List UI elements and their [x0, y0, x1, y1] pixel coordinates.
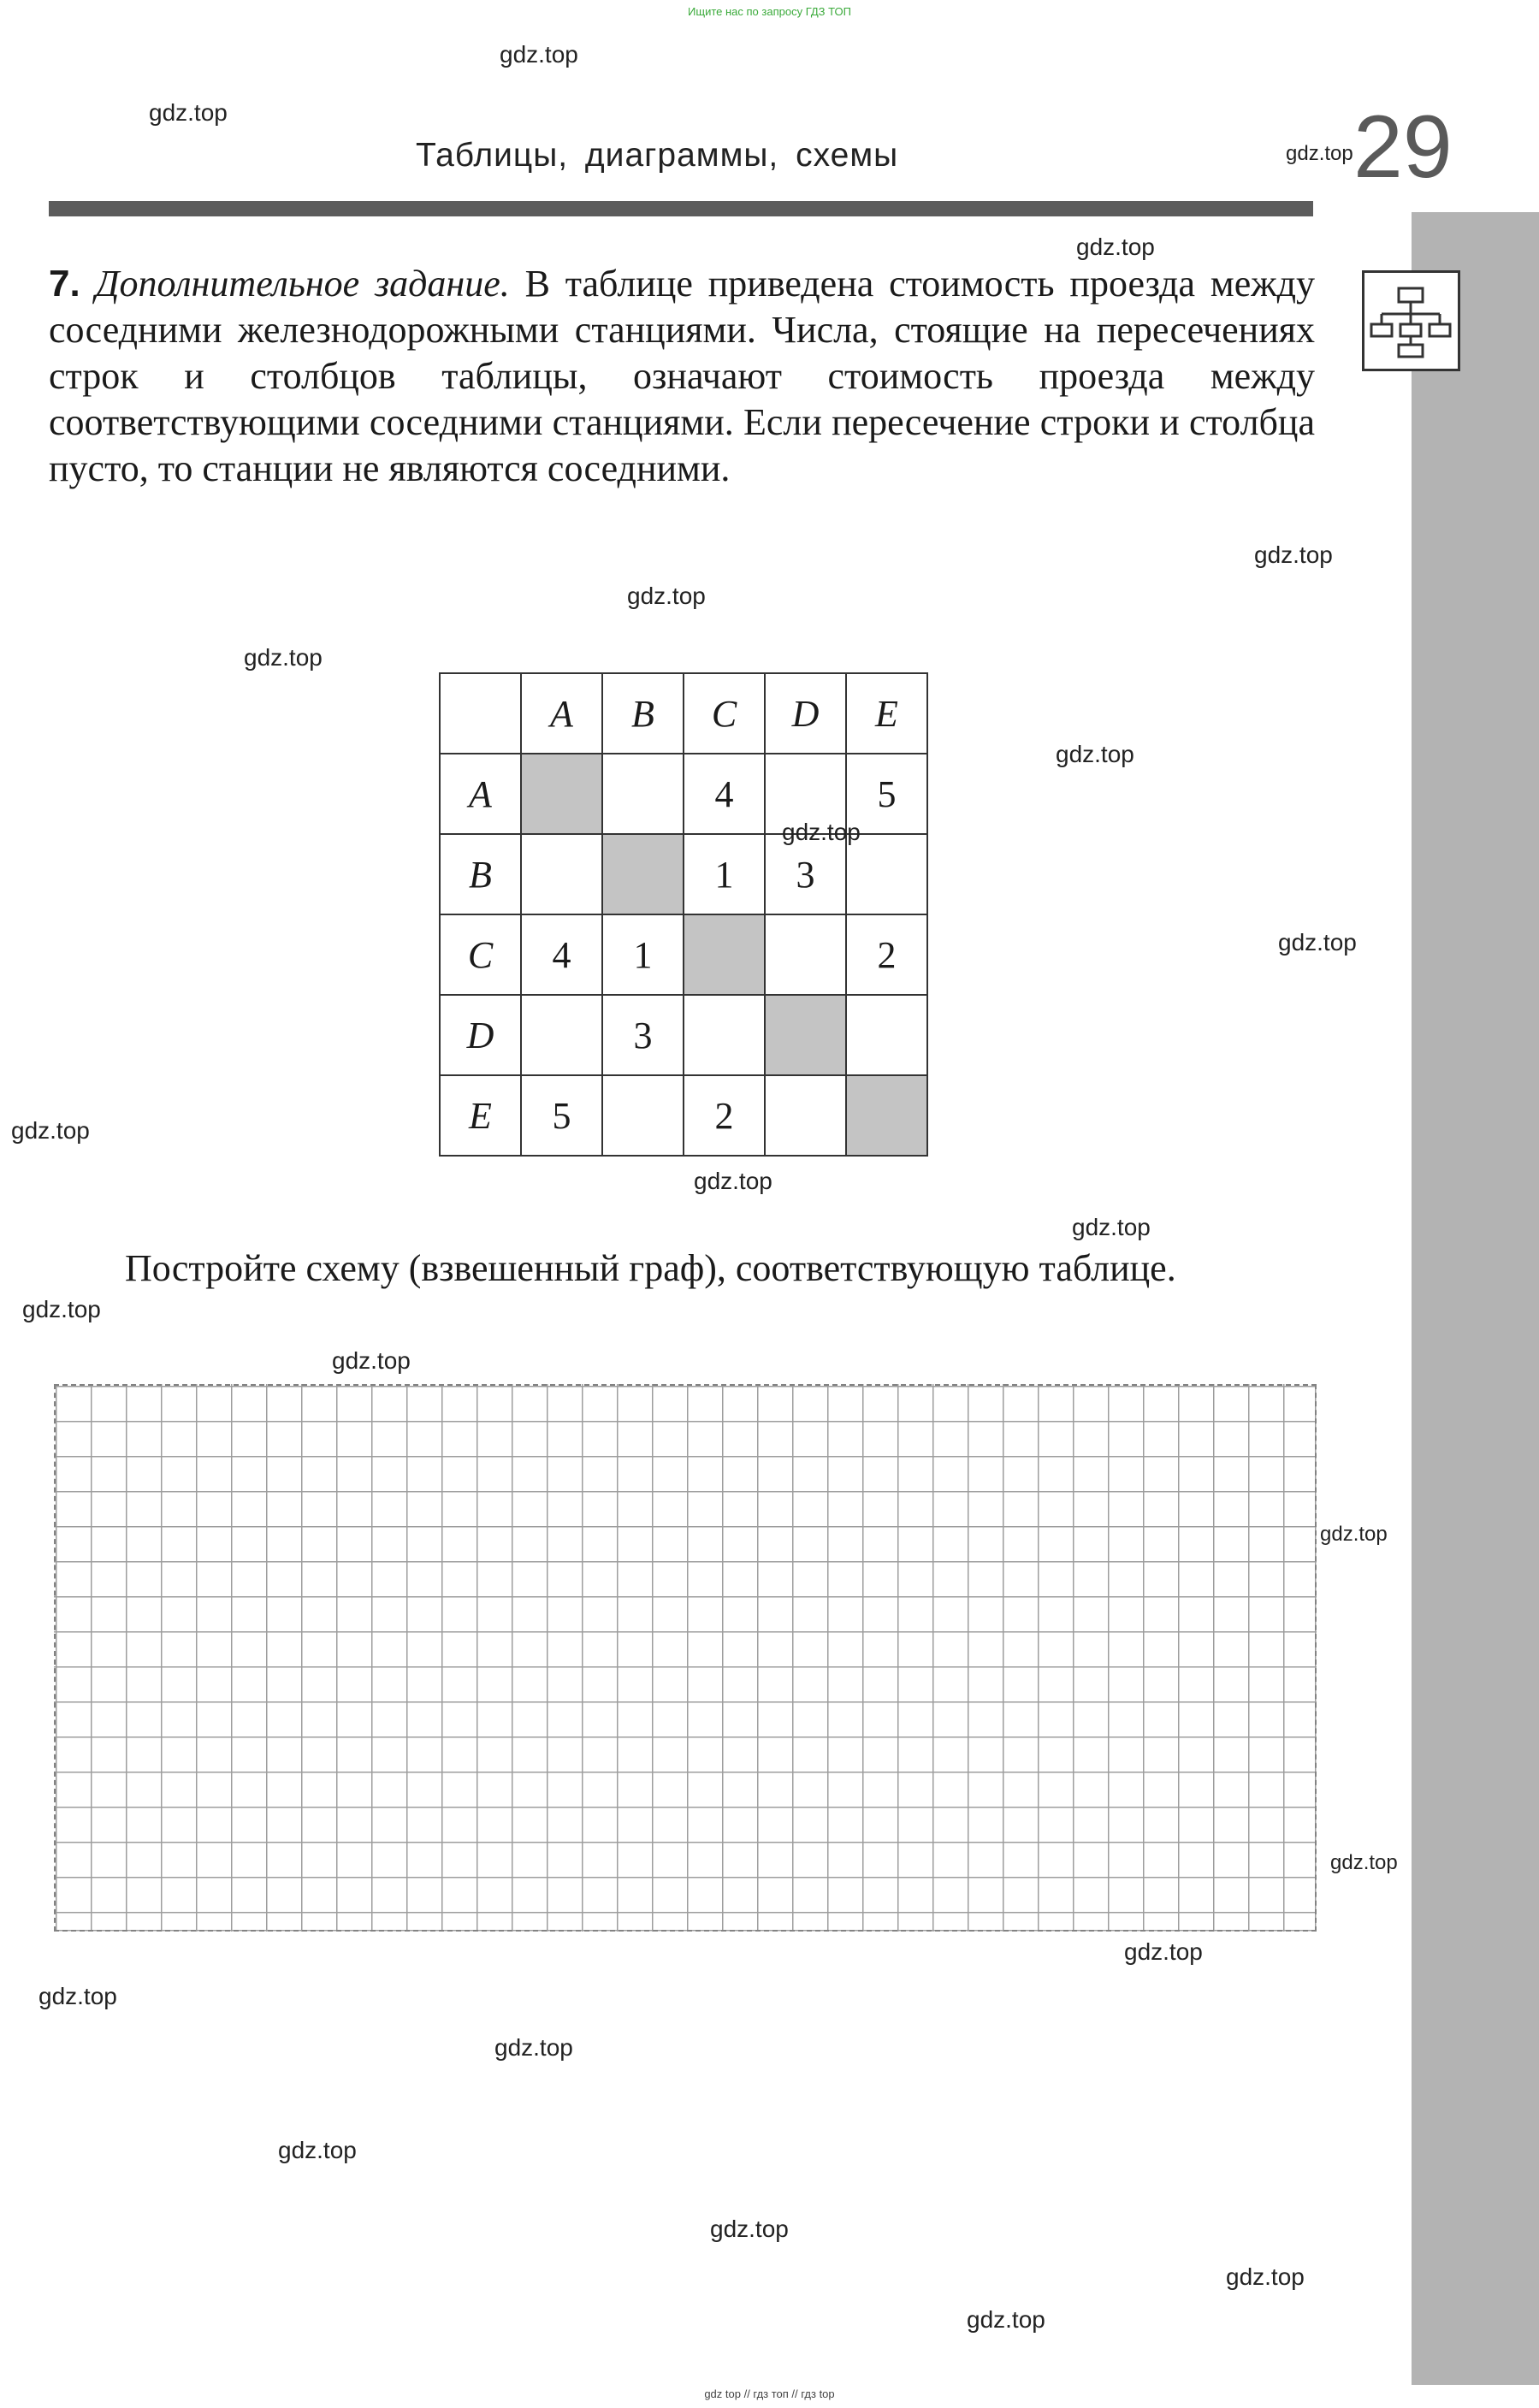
watermark: gdz.top	[1226, 2263, 1305, 2290]
watermark: gdz.top	[1286, 142, 1353, 165]
table-row	[440, 1075, 927, 1156]
table-cell	[684, 995, 765, 1075]
flowchart-icon	[1362, 270, 1460, 371]
table-cell: 4	[521, 914, 602, 995]
watermark: gdz.top	[782, 819, 861, 845]
task-label: Дополнительное задание.	[95, 263, 510, 305]
watermark: gdz.top	[1278, 929, 1357, 956]
watermark: gdz.top	[244, 644, 323, 671]
watermark: gdz.top	[22, 1296, 101, 1322]
table-cell	[765, 914, 846, 995]
watermark: gdz.top	[278, 2137, 357, 2163]
column-header: A	[521, 673, 602, 754]
table-cell	[602, 1075, 684, 1156]
table-row	[440, 914, 927, 995]
watermark: gdz.top	[332, 1347, 411, 1374]
task-number: 7.	[49, 263, 80, 305]
cost-table	[439, 672, 928, 1157]
table-cell: 2	[684, 1075, 765, 1156]
watermark: gdz.top	[38, 1983, 117, 2009]
table-cell: 3	[765, 834, 846, 914]
table-cell	[846, 995, 927, 1075]
row-header: C	[440, 914, 521, 995]
table-cell: 2	[846, 914, 927, 995]
watermark: gdz.top	[967, 2306, 1045, 2333]
column-header: B	[602, 673, 684, 754]
watermark: gdz.top	[1056, 741, 1134, 767]
watermark: gdz.top	[1330, 1851, 1398, 1874]
header-rule	[49, 201, 1313, 216]
instruction-text: Постройте схему (взвешенный граф), соответствующую таблице.	[125, 1247, 1176, 1289]
row-header: B	[440, 834, 521, 914]
watermark: gdz.top	[1124, 1938, 1203, 1965]
column-header: E	[846, 673, 927, 754]
task-7	[49, 261, 1315, 492]
watermark: gdz.top	[694, 1168, 772, 1194]
bottom-banner: gdz top // гдз топ // гдз top	[704, 2387, 835, 2400]
table-cell	[765, 995, 846, 1075]
watermark: gdz.top	[710, 2216, 789, 2242]
task-text: В таблице приведена стоимость проезда между соседними железнодорожными станциями. Числа, стоящие на пересечениях строк и столбцов таблицы, означают стоимость проезда между соответствующими соседними станциями. Если пересечение строки и столбца пусто, то станции не являются соседними.	[49, 263, 1316, 489]
table-cell	[846, 834, 927, 914]
table-row	[440, 995, 927, 1075]
watermark: gdz.top	[627, 583, 706, 609]
answer-grid	[54, 1384, 1317, 1932]
table-cell: 5	[846, 754, 927, 834]
table-cell	[846, 1075, 927, 1156]
watermark: gdz.top	[1076, 234, 1155, 260]
row-header: A	[440, 754, 521, 834]
watermark: gdz.top	[149, 99, 228, 126]
table-cell: 4	[684, 754, 765, 834]
table-cell	[684, 914, 765, 995]
table-cell	[765, 1075, 846, 1156]
page-number: 29	[1353, 98, 1453, 197]
watermark: gdz.top	[500, 41, 578, 68]
watermark: gdz.top	[1254, 541, 1333, 568]
top-banner: Ищите нас по запросу ГДЗ ТОП	[688, 5, 851, 18]
table-cell: 1	[684, 834, 765, 914]
table-cell	[602, 754, 684, 834]
table-row	[440, 834, 927, 914]
table-cell	[521, 995, 602, 1075]
table-cell: 3	[602, 995, 684, 1075]
watermark: gdz.top	[1320, 1523, 1388, 1546]
table-cell	[602, 834, 684, 914]
table-cell: 1	[602, 914, 684, 995]
table-header-row	[440, 673, 927, 754]
page-header-title: Таблицы, диаграммы, схемы	[416, 137, 899, 174]
table-cell: 5	[521, 1075, 602, 1156]
row-header: E	[440, 1075, 521, 1156]
watermark: gdz.top	[11, 1117, 90, 1144]
table-cell	[521, 754, 602, 834]
row-header: D	[440, 995, 521, 1075]
watermark: gdz.top	[494, 2034, 573, 2061]
table-corner-cell	[440, 673, 521, 754]
table-cell	[521, 834, 602, 914]
side-band	[1412, 212, 1539, 2385]
watermark: gdz.top	[1072, 1214, 1151, 1240]
column-header: C	[684, 673, 765, 754]
column-header: D	[765, 673, 846, 754]
